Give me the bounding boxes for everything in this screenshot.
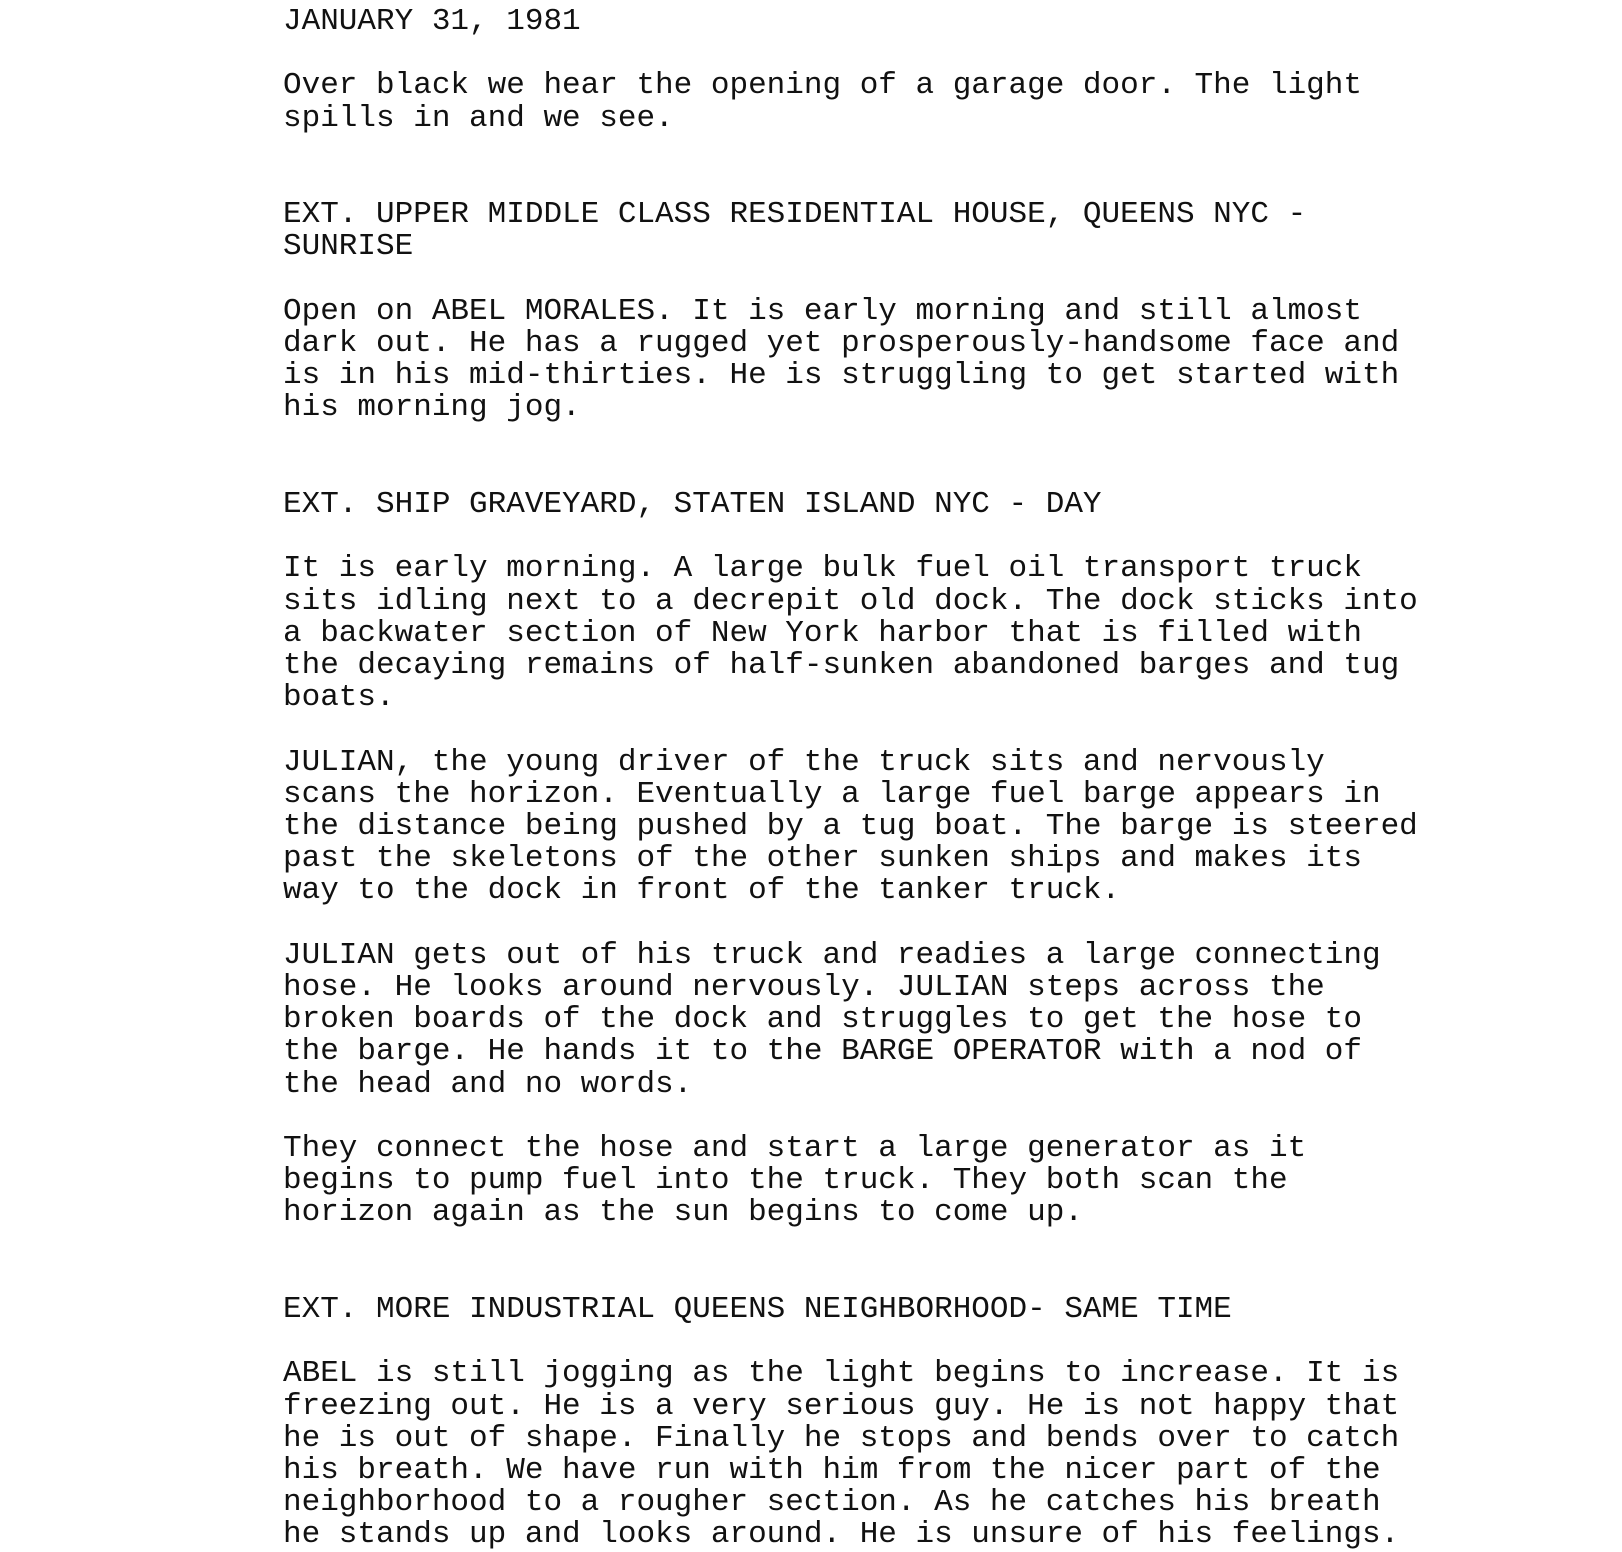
date-line: JANUARY 31, 1981 [283, 4, 581, 39]
action-paragraph-6: They connect the hose and start a large generator as it begins to pump fuel into the truck. They both scan the horizon again as the sun begins to come up. [283, 1130, 1307, 1231]
spacer [283, 521, 1483, 553]
scene-heading-3: EXT. MORE INDUSTRIAL QUEENS NEIGHBORHOOD- SAME TIME [283, 1291, 1232, 1327]
action-paragraph-1: Over black we hear the opening of a garage door. The light spills in and we see. [283, 68, 1362, 136]
spacer [283, 425, 1483, 489]
scene-heading-2: EXT. SHIP GRAVEYARD, STATEN ISLAND NYC - DAY [283, 486, 1102, 522]
screenplay-text [283, 6, 1483, 1552]
action-paragraph-3: It is early morning. A large bulk fuel oil transport truck sits idling next to a decrepit old dock. The dock sticks into a backwater section of New York harbor that is filled with the decaying remains of half-sunken abandoned barges and tug boats. [283, 551, 1418, 716]
spacer [283, 135, 1483, 199]
spacer [283, 714, 1483, 746]
scene-heading-1: EXT. UPPER MIDDLE CLASS RESIDENTIAL HOUSE, QUEENS NYC - SUNRISE [283, 197, 1307, 265]
action-paragraph-7: ABEL is still jogging as the light begins to increase. It is freezing out. He is a very serious guy. He is not happy that he is out of shape. Finally he stops and bends over to catch his breath. We have run with him from the nicer part of the neighborhood to a rougher section. As he catches his breath he stands up and looks around. He is unsure of his feelings. [283, 1356, 1400, 1552]
spacer [283, 1326, 1483, 1358]
action-paragraph-2: Open on ABEL MORALES. It is early morning and still almost dark out. He has a rugged yet prosperously-handsome face and is in his mid-thirties. He is struggling to get started with his morning jog. [283, 293, 1400, 426]
action-paragraph-4: JULIAN, the young driver of the truck sits and nervously scans the horizon. Eventually a large fuel barge appears in the distance being pushed by a tug boat. The barge is steered past the skeletons of the other sunken ships and makes its way to the dock in front of the tanker truck. [283, 744, 1418, 909]
spacer [283, 38, 1483, 70]
spacer [283, 1101, 1483, 1133]
spacer [283, 908, 1483, 940]
spacer [283, 1230, 1483, 1294]
action-paragraph-5: JULIAN gets out of his truck and readies a large connecting hose. He looks around nervously. JULIAN steps across the broken boards of the dock and struggles to get the hose to the barge. He hands it to the BARGE OPERATOR with a nod of the head and no words. [283, 937, 1381, 1102]
spacer [283, 264, 1483, 296]
